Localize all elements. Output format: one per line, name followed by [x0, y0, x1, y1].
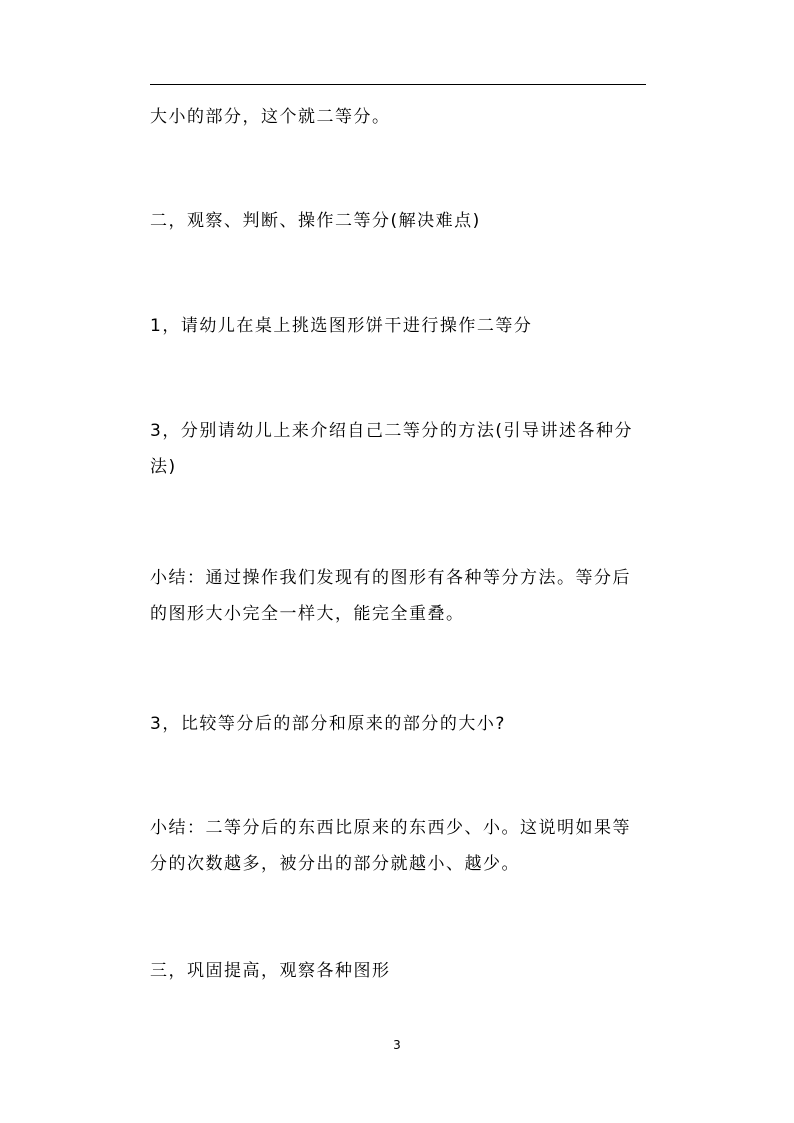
paragraph-step-1: 1，请幼儿在桌上挑选图形饼干进行操作二等分: [150, 316, 533, 336]
header-rule: [150, 84, 646, 85]
page-number: 3: [393, 1038, 401, 1052]
paragraph-step-3a: 3，分别请幼儿上来介绍自己二等分的方法(引导讲述各种分法): [150, 421, 633, 477]
section-heading-2: 二，观察、判断、操作二等分(解决难点): [150, 211, 481, 231]
paragraph-summary-1: 小结：通过操作我们发现有的图形有各种等分方法。等分后的图形大小完全一样大，能完全重叠。: [150, 568, 631, 624]
paragraph-1: 大小的部分，这个就二等分。: [150, 107, 391, 127]
section-heading-3: 三，巩固提高，观察各种图形: [150, 961, 391, 981]
paragraph-summary-2: 小结：二等分后的东西比原来的东西少、小。这说明如果等分的次数越多，被分出的部分就越小、越少。: [150, 818, 631, 874]
paragraph-step-3b: 3，比较等分后的部分和原来的部分的大小?: [150, 714, 506, 734]
